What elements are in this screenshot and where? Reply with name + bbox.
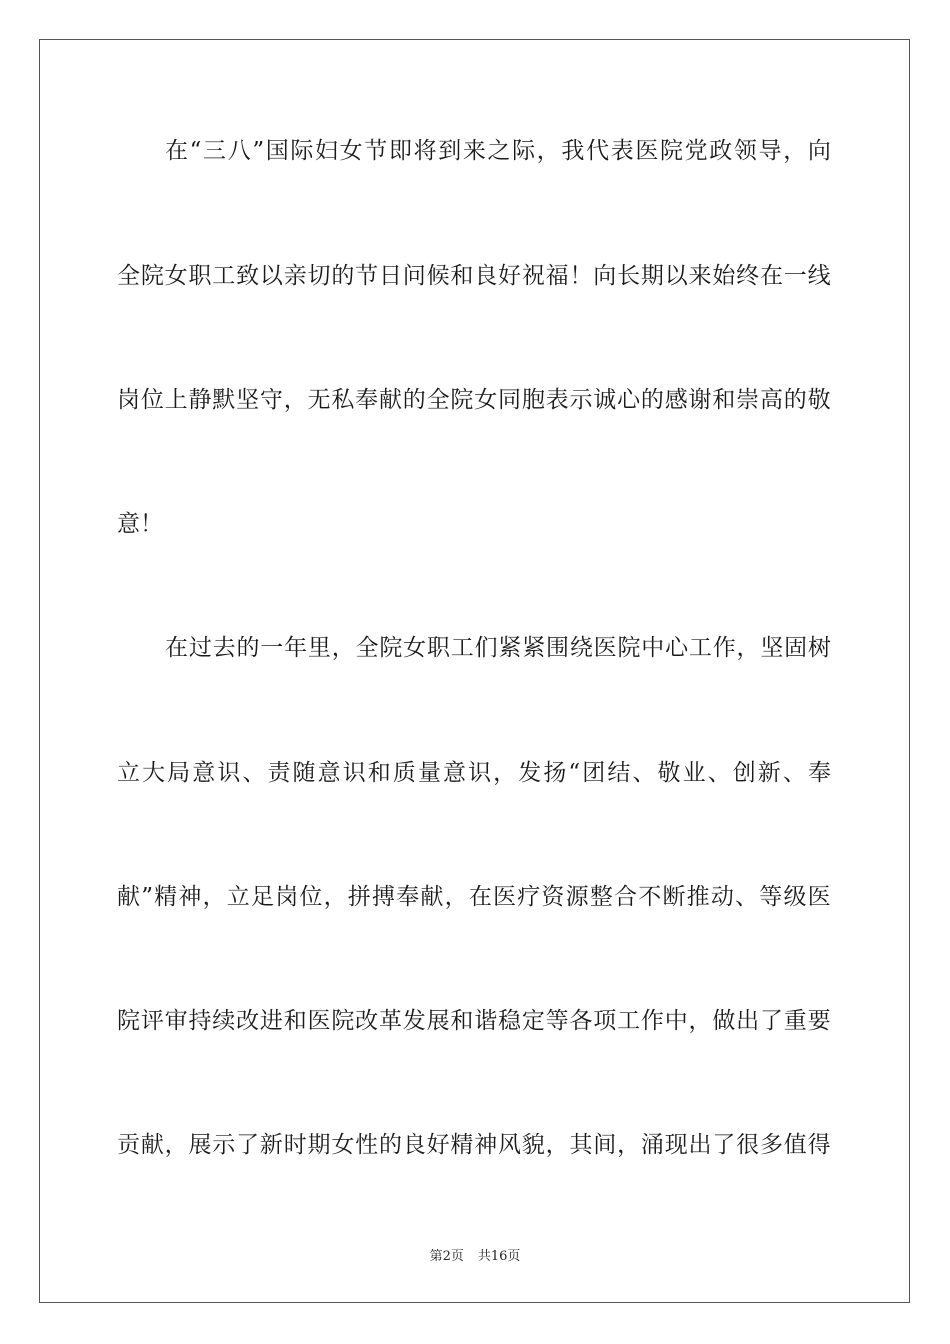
paragraph-1-line-2: 全 院 女 职 工 致 以 亲 切 的 节 日 问 候 和 良 好 祝 福 ！ 向 长 期 以 来 始 终 在 一 线 bbox=[117, 263, 831, 289]
page-number-total: 共16页 bbox=[477, 1249, 521, 1264]
page-frame bbox=[39, 39, 910, 1303]
page-number-current: 第2页 bbox=[429, 1249, 464, 1264]
page-footer bbox=[0, 1247, 950, 1267]
paragraph-2-line-5: 贡 献 ， 展 示 了 新 时 期 女 性 的 良 好 精 神 风 貌 ， 其 间 ， 涌 现 出 了 很 多 值 得 bbox=[117, 1132, 831, 1158]
paragraph-1-line-4: 意 ！ bbox=[117, 511, 163, 537]
paragraph-2-line-4: 院 评 审 持 续 改 进 和 医 院 改 革 发 展 和 谐 稳 定 等 各 项 工 作 中 ， 做 出 了 重 要 bbox=[117, 1008, 831, 1034]
paragraph-1-line-3: 岗 位 上 静 默 坚 守 ， 无 私 奉 献 的 全 院 女 同 胞 表 示 诚 心 的 感 谢 和 崇 高 的 敬 bbox=[117, 387, 831, 413]
paragraph-2-line-2: 立 大 局 意 识 、 责 随 意 识 和 质 量 意 识 ， 发 扬 “ 团 结 、 敬 业 、 创 新 、 奉 bbox=[117, 760, 831, 786]
paragraph-1-line-1: 在 “ 三 八 ” 国 际 妇 女 节 即 将 到 来 之 际 ， 我 代 表 医 院 党 政 领 导 ， 向 bbox=[165, 138, 831, 164]
paragraph-2-line-1: 在 过 去 的 一 年 里 ， 全 院 女 职 工 们 紧 紧 围 绕 医 院 中 心 工 作 ， 坚 固 树 bbox=[165, 635, 831, 661]
paragraph-2-line-3: 献 ” 精 神 ， 立 足 岗 位 ， 拼 搏 奉 献 ， 在 医 疗 资 源 整 合 不 断 推 动 、 等 级 医 bbox=[117, 884, 831, 910]
